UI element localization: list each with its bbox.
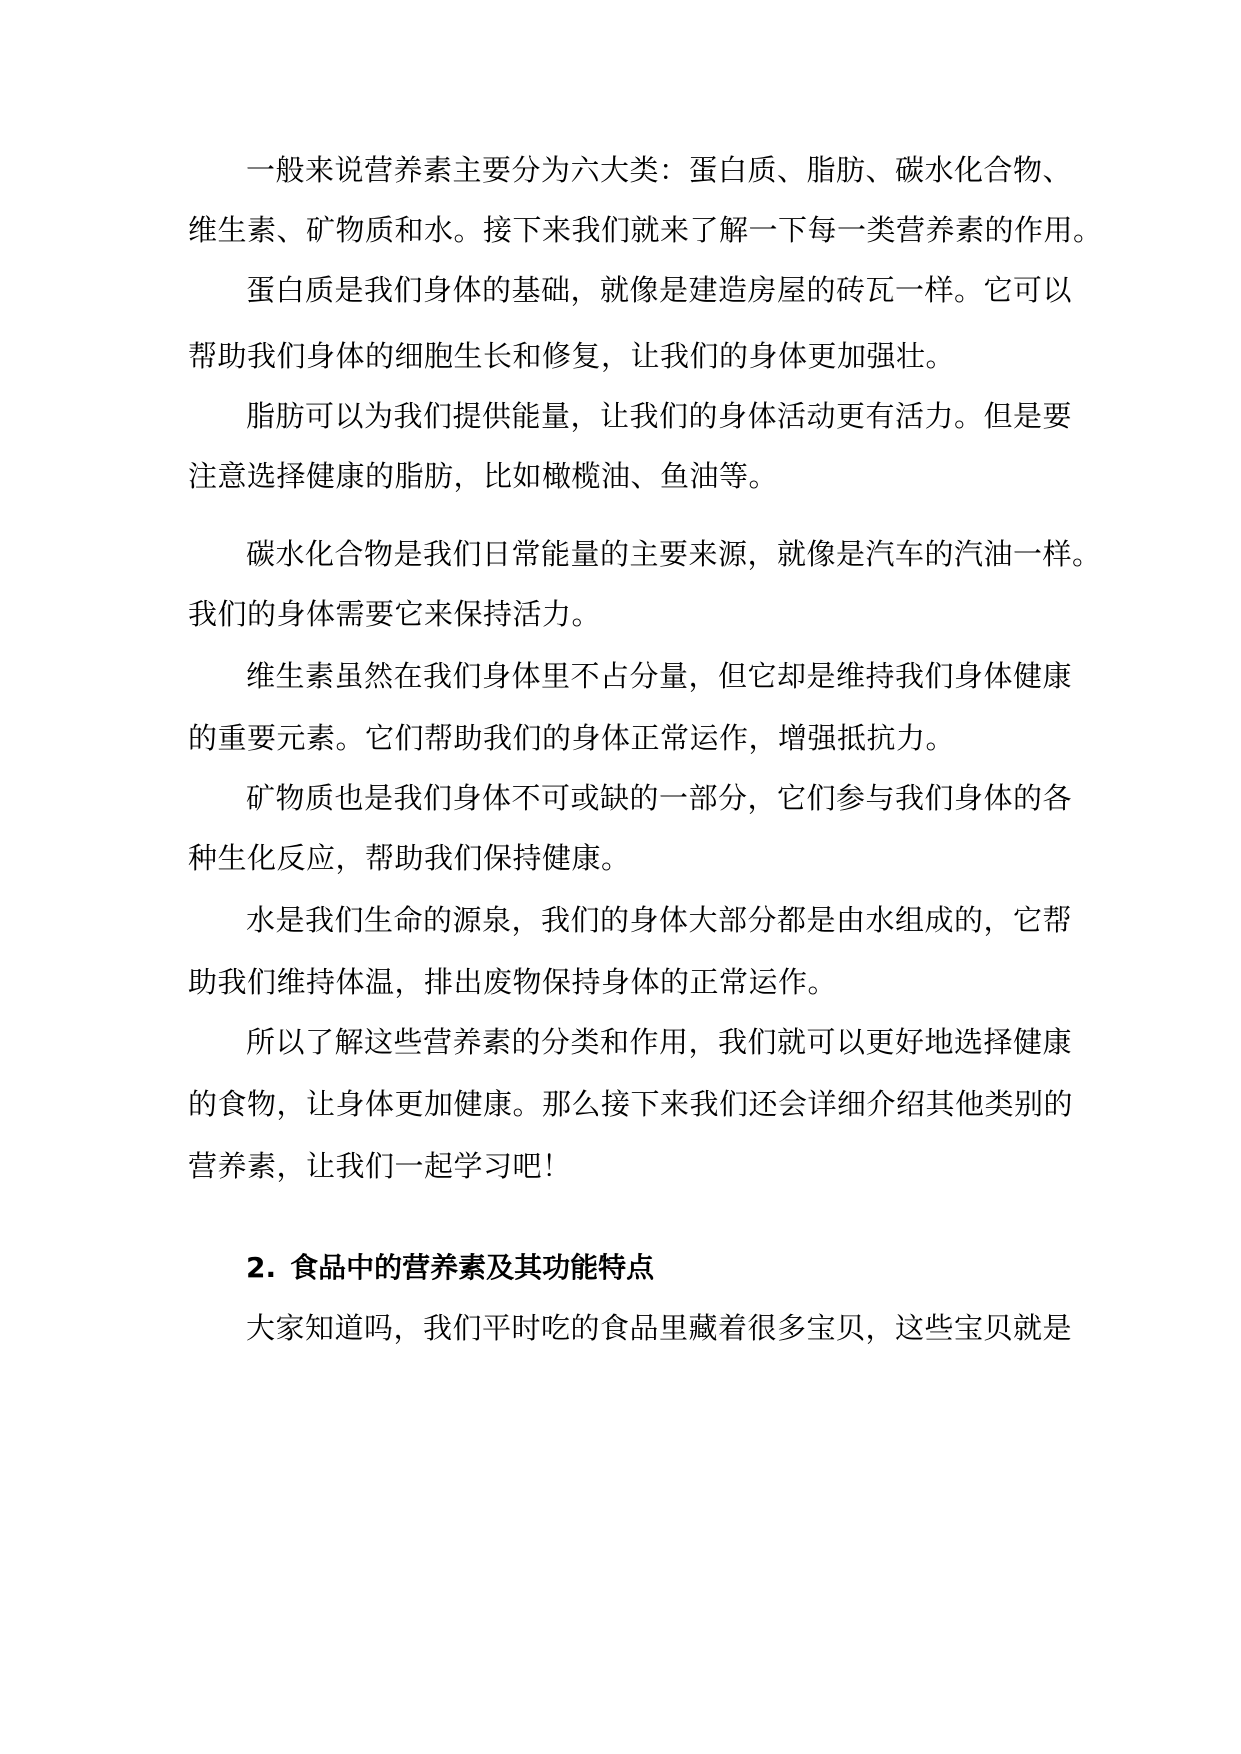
paragraph-6-line-1: 矿物质也是我们身体不可或缺的一部分，它们参与我们身体的各 [246,781,1073,815]
section-heading [246,1248,654,1288]
paragraph-3-line-1: 脂肪可以为我们提供能量，让我们的身体活动更有活力。但是要 [246,399,1073,433]
paragraph-4-line-1: 碳水化合物是我们日常能量的主要来源，就像是汽车的汽油一样。 [246,537,1102,571]
paragraph-8-line-3: 营养素，让我们一起学习吧！ [188,1149,572,1183]
paragraph-1-line-1: 一般来说营养素主要分为六大类：蛋白质、脂肪、碳水化合物、 [246,153,1073,187]
section-title: 食品中的营养素及其功能特点 [290,1251,655,1284]
paragraph-3-line-2: 注意选择健康的脂肪，比如橄榄油、鱼油等。 [188,459,779,493]
paragraph-7-line-2: 助我们维持体温，排出废物保持身体的正常运作。 [188,965,838,999]
paragraph-8-line-2: 的食物，让身体更加健康。那么接下来我们还会详细介绍其他类别的 [188,1087,1074,1121]
paragraph-2-line-1: 蛋白质是我们身体的基础，就像是建造房屋的砖瓦一样。它可以 [246,273,1073,307]
final-paragraph-line-1: 大家知道吗，我们平时吃的食品里藏着很多宝贝，这些宝贝就是 [246,1311,1073,1345]
paragraph-2-line-2: 帮助我们身体的细胞生长和修复，让我们的身体更加强壮。 [188,339,956,373]
paragraph-4-line-2: 我们的身体需要它来保持活力。 [188,597,602,631]
paragraph-5-line-2: 的重要元素。它们帮助我们的身体正常运作，增强抵抗力。 [188,721,956,755]
paragraph-1-line-2: 维生素、矿物质和水。接下来我们就来了解一下每一类营养素的作用。 [188,213,1103,247]
section-number: 2. [246,1251,277,1284]
paragraph-5-line-1: 维生素虽然在我们身体里不占分量，但它却是维持我们身体健康 [246,659,1073,693]
paragraph-6-line-2: 种生化反应，帮助我们保持健康。 [188,841,631,875]
paragraph-7-line-1: 水是我们生命的源泉，我们的身体大部分都是由水组成的，它帮 [246,903,1073,937]
paragraph-8-line-1: 所以了解这些营养素的分类和作用，我们就可以更好地选择健康 [246,1025,1073,1059]
